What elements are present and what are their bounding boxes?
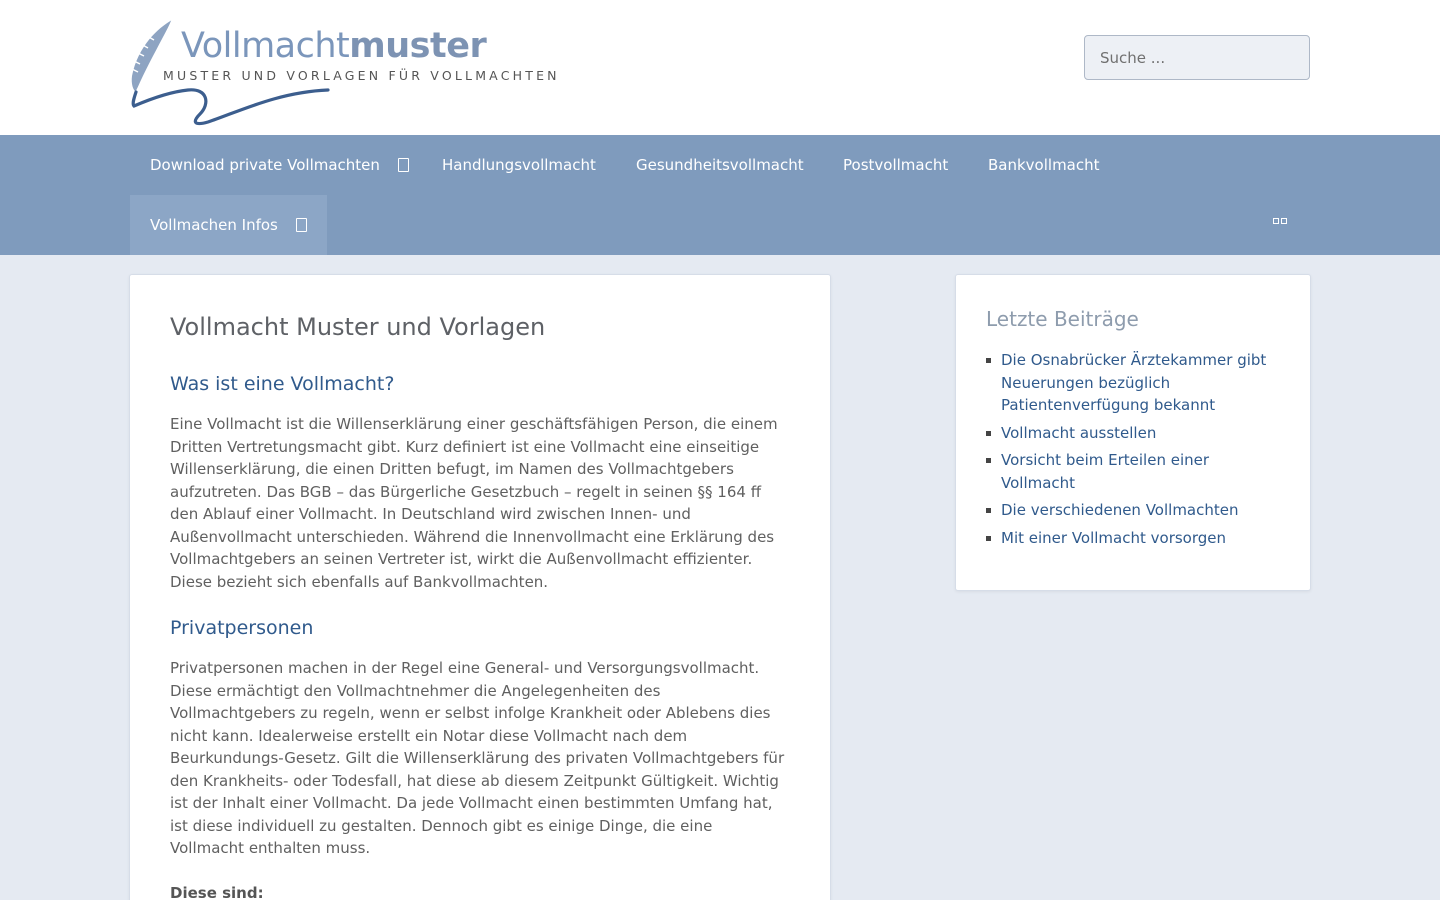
nav-item-label: Vollmachen Infos xyxy=(150,216,278,234)
list-item xyxy=(986,499,1280,522)
main-navigation xyxy=(0,135,1440,255)
main-content xyxy=(129,274,831,900)
recent-post-link[interactable]: Vollmacht ausstellen xyxy=(1001,423,1157,442)
nav-item-label: Handlungsvollmacht xyxy=(442,156,596,174)
list-item xyxy=(986,422,1280,445)
logo-title-part2: muster xyxy=(349,26,487,66)
site-logo[interactable] xyxy=(128,18,560,128)
widgets-grid-icon[interactable] xyxy=(1273,218,1287,232)
nav-item-label: Gesundheitsvollmacht xyxy=(636,156,804,174)
page-title: Vollmacht Muster und Vorlagen xyxy=(170,313,546,341)
section-paragraph: Privatpersonen machen in der Regel eine General- und Versorgungsvollmacht. Diese ermächtigt den Vollmachtnehmer die Angelegenheiten des Vollmachtgebers zu regeln, wenn er selbst infolge Krankheit oder Ablebens dies nicht kann. Idealerweise erstellt ein Notar diese Vollmacht nach dem Beurkundungs-Gesetz. Gilt die Willenserklärung des privaten Vollmachtgebers für den Krankheits- oder Todesfall, hat diese ab diesem Zeitpunkt Gültigkeit. Wichtig ist der Inhalt einer Vollmacht. Da jede Vollmacht einen bestimmten Umfang hat, ist diese individuell zu gestalten. Dennoch gibt es einige Dinge, die eine Vollmacht enthalten muss. xyxy=(170,659,785,857)
bold-intro-line: Diese sind: xyxy=(170,883,264,900)
section-paragraph: Eine Vollmacht ist die Willenserklärung einer geschäftsfähigen Person, die einem Dritten Vertretungsmacht gibt. Kurz definiert ist eine Vollmacht eine einseitige Willenserklärung, die einen Dritten befugt, im Namen des Vollmachtgebers aufzutreten. Das BGB – das Bürgerliche Gesetzbuch – regelt in seinen §§ 164 ff den Ablauf einer Vollmacht. In Deutschland wird zwischen Innen- und Außenvollmacht unterschieden. Während die Innenvollmacht eine Erklärung des Vollmachtgebers an seinen Vertreter ist, wirkt die Außenvollmacht effizienter. Diese bezieht sich ebenfalls auf Bankvollmachten. xyxy=(170,415,778,591)
nav-item-label: Download private Vollmachten xyxy=(150,156,380,174)
nav-item-vollmachen-infos[interactable] xyxy=(130,195,327,255)
recent-post-link[interactable]: Vorsicht beim Erteilen einer Vollmacht xyxy=(1001,451,1210,492)
recent-post-link[interactable]: Die Osnabrücker Ärztekammer gibt Neuerungen bezüglich Patientenverfügung bekannt xyxy=(1001,351,1267,414)
nav-item-bankvollmacht[interactable] xyxy=(968,135,1120,195)
sidebar-recent-posts xyxy=(955,274,1311,591)
submenu-toggle-icon[interactable] xyxy=(398,158,409,172)
nav-item-download-private-vollmachten[interactable] xyxy=(130,135,429,195)
section-heading-was-ist-eine-vollmacht: Was ist eine Vollmacht? xyxy=(170,373,395,395)
nav-item-gesundheitsvollmacht[interactable] xyxy=(616,135,824,195)
nav-item-postvollmacht[interactable] xyxy=(823,135,968,195)
nav-item-handlungsvollmacht[interactable] xyxy=(422,135,616,195)
recent-post-link[interactable]: Die verschiedenen Vollmachten xyxy=(1001,501,1239,519)
logo-tagline: MUSTER UND VORLAGEN FÜR VOLLMACHTEN xyxy=(163,68,560,83)
search-input[interactable] xyxy=(1084,35,1310,80)
recent-posts-list xyxy=(986,349,1280,549)
submenu-toggle-icon[interactable] xyxy=(296,218,307,232)
nav-item-label: Postvollmacht xyxy=(843,156,949,174)
site-header xyxy=(0,0,1440,135)
section-heading-privatpersonen: Privatpersonen xyxy=(170,617,314,639)
widget-title: Letzte Beiträge xyxy=(986,307,1139,331)
list-item xyxy=(986,349,1280,417)
logo-title-part1: Vollmacht xyxy=(181,26,350,66)
recent-post-link[interactable]: Mit einer Vollmacht vorsorgen xyxy=(1001,528,1227,547)
logo-title xyxy=(181,26,486,66)
list-item xyxy=(986,449,1280,494)
nav-item-label: Bankvollmacht xyxy=(988,156,1100,174)
list-item xyxy=(986,527,1280,550)
